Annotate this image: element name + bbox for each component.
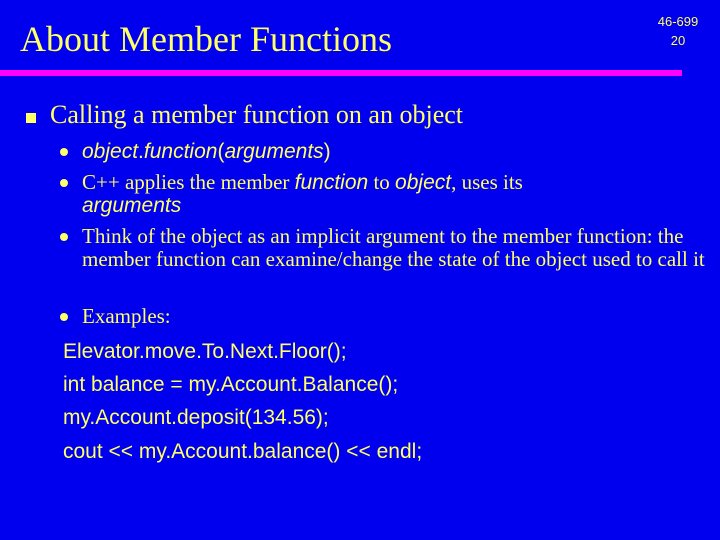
text-segment: to: [368, 170, 396, 194]
syntax-open-paren: (: [217, 140, 225, 163]
syntax-function: function: [143, 140, 218, 163]
sub-bullet-1-text: [82, 140, 710, 163]
code-line: cout << my.Account.balance() << endl;: [63, 440, 423, 463]
syntax-arguments: arguments: [224, 140, 324, 163]
course-number: 46-699: [657, 14, 699, 29]
main-bullet-text: Calling a member function on an object: [50, 100, 463, 129]
text-arguments: arguments: [82, 194, 182, 217]
slide-number: [648, 12, 708, 50]
sub-bullet-2: [60, 171, 710, 217]
round-bullet-icon: [60, 148, 68, 156]
text-function: function: [294, 171, 369, 194]
round-bullet-icon: [60, 233, 68, 241]
syntax-object: object: [82, 140, 139, 163]
code-line: int balance = my.Account.Balance();: [63, 373, 399, 396]
sub-bullet-1: [60, 140, 710, 163]
text-object: object: [395, 171, 452, 194]
sub-bullet-4-text: Examples:: [82, 304, 171, 328]
page-number: 20: [670, 33, 686, 48]
sub-bullet-2-text: [82, 171, 710, 217]
title-divider: [0, 70, 682, 76]
slide-title: About Member Functions: [20, 19, 392, 59]
sub-bullet-3-text: Think of the object as an implicit argument to the member function: the member function can examine/change the state of the object used to call it: [82, 224, 705, 271]
code-line: Elevator.move.To.Next.Floor();: [63, 340, 347, 363]
text-segment: C++ applies the member: [82, 170, 295, 194]
square-bullet-icon: [26, 113, 36, 123]
sub-bullet-4: [60, 305, 710, 328]
text-segment: , uses its: [451, 170, 523, 194]
syntax-close-paren: ): [323, 140, 331, 163]
syntax-dot: .: [138, 140, 144, 163]
sub-bullet-3: [60, 225, 710, 271]
round-bullet-icon: [60, 179, 68, 187]
code-line: my.Account.deposit(134.56);: [63, 406, 329, 429]
round-bullet-icon: [60, 313, 68, 321]
